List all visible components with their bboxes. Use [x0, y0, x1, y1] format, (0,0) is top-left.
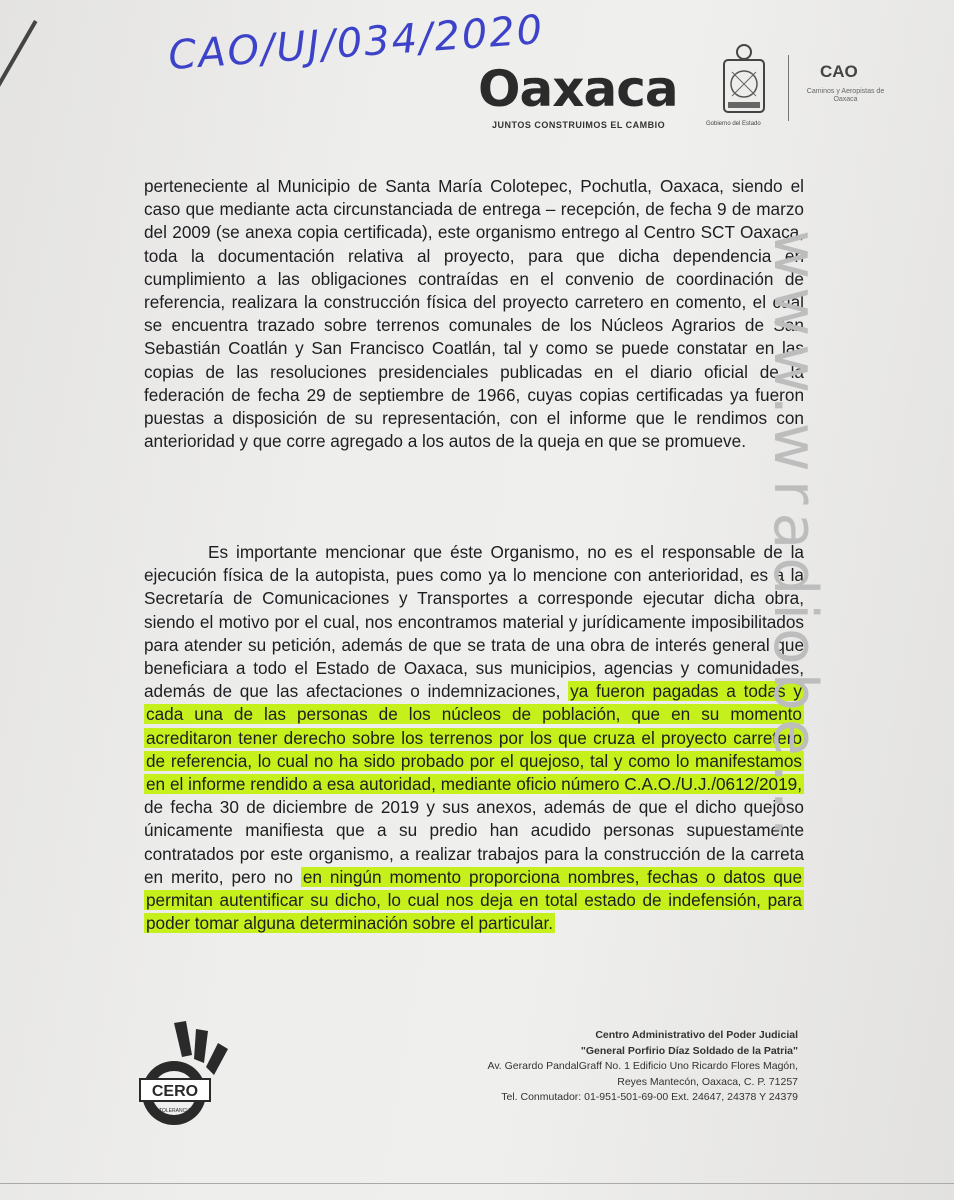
- oaxaca-logo-tagline: JUNTOS CONSTRUIMOS EL CAMBIO: [492, 120, 666, 130]
- cero-logo-subtext: TOLERANCIA: [159, 1108, 191, 1114]
- logo-divider: [788, 55, 789, 121]
- highlighted-text-1: ya fueron pagadas a todas y cada una de las personas de los núcleos de población, que en su momento acreditaron tener derecho sobre los terrenos por los que cruza el proyecto carretero de referencia, lo cual no ha sido probado por el quejoso, tal y como lo manifestamos en el informe rendido a esa autoridad, mediante oficio número C.A.O./U.J./0612/2019,: [146, 681, 802, 795]
- oaxaca-logo: [478, 60, 688, 130]
- footer-address: [420, 1028, 798, 1106]
- cao-title: CAO: [820, 62, 858, 81]
- address-line-5: Tel. Conmutador: 01-951-501-69-00 Ext. 24647, 24378 Y 24379: [501, 1091, 798, 1103]
- seal-caption: Gobierno del Estado: [706, 121, 761, 127]
- address-line-2: "General Porfirio Díaz Soldado de la Patria": [580, 1044, 798, 1057]
- address-line-4: Reyes Mantecón, Oaxaca, C. P. 71257: [617, 1075, 798, 1088]
- fold-line: [0, 20, 37, 187]
- cao-subtitle: Caminos y Aeropistas de Oaxaca: [806, 88, 885, 103]
- highlighted-text-2: en ningún momento proporciona nombres, fechas o datos que permitan autentificar su dicho, lo cual nos deja en total estado de indefensión, para poder tomar alguna determinación sobre el particular.: [146, 866, 802, 934]
- body-paragraph-2: [144, 541, 804, 935]
- state-seal-icon: [718, 42, 770, 118]
- cero-logo-text: CERO: [151, 1083, 199, 1100]
- paragraph-2-text-a: Es importante mencionar que éste Organismo, no es el responsable de la ejecución física de la autopista, pues como ya lo mencione con anterioridad, es a la Secretaría de Comunicaciones y Transportes a corresponde ejecutar dicha obra, siendo el motivo por el cual, nos encontramos material y jurídicamente imposibilitados para atender su petición, además de que se trata de una obra de interés general que beneficiara a todo el Estado de Oaxaca, sus municipios, agencias y comunidades, además de que las afectaciones o indemnizaciones,: [144, 542, 804, 702]
- address-line-3: Av. Gerardo PandalGraff No. 1 Edificio Uno Ricardo Flores Magón,: [487, 1060, 798, 1072]
- address-line-1: Centro Administrativo del Poder Judicial: [595, 1029, 798, 1041]
- page-edge: [0, 1183, 954, 1184]
- paragraph-2-text-b: de fecha 30 de diciembre de 2019 y sus anexos, además de que el dicho quejoso únicamente manifiesta que a su predio han acudido personas supuestamente contratados por este organismo, a realizar trabajos para la construcción de la carreta en merito, pero no: [144, 797, 804, 887]
- handwritten-reference: CAO/UJ/034/2020: [166, 6, 546, 80]
- body-paragraph-1: perteneciente al Municipio de Santa María Colotepec, Pochutla, Oaxaca, siendo el caso que mediante acta circunstanciada de entrega – recepción, de fecha 9 de marzo del 2009 (se anexa copia certificada), este organismo entrego al Centro SCT Oaxaca, toda la documentación relativa al proyecto, para que dicha dependencia en cumplimiento a las obligaciones contraídas en el convenio de coordinación de referencia, realizara la construcción física del proyecto carretero en comento, el cual se encuentra trazado sobre terrenos comunales de los Núcleos Agrarios de San Sebastián Coatlán y San Francisco Coatlán, tal y como se puede constatar en las copias de las resoluciones presidenciales publicadas en el diario oficial de la federación de fecha 29 de septiembre de 1966, cuyas copias certificadas ya fueron puestas a disposición de su representación, con el informe que le rendimos con anterioridad y que corre agregado a los autos de la queja en que se promueve.: [144, 176, 804, 452]
- watermark: www.wradiobe...: [760, 230, 830, 845]
- oaxaca-logo-word: Oaxaca: [478, 60, 678, 118]
- cero-tolerancia-logo: [134, 1015, 234, 1130]
